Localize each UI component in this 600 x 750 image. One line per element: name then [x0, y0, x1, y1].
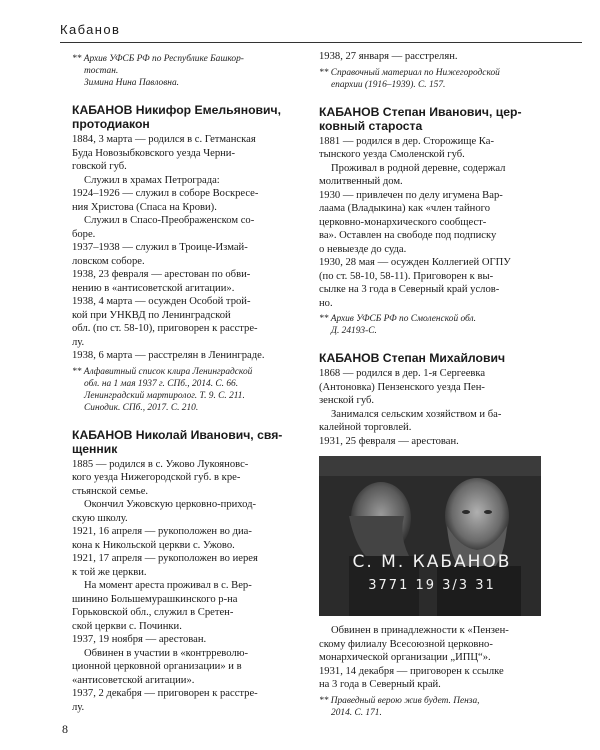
text-line: Служил в Спасо-Преображенском со- — [84, 215, 255, 226]
source-note: обл. на 1 мая 1937 г. СПб., 2014. С. 66. — [84, 378, 239, 389]
text-line: тынского уезда Смоленской губ. — [319, 149, 465, 160]
text-line: 1921, 17 апреля — рукоположен во иерея — [72, 553, 258, 564]
right-column — [319, 50, 559, 719]
entry-title-nikolai — [72, 428, 316, 456]
text-line: стьянской семье. — [72, 485, 149, 497]
text-line: к той же церкви. — [72, 566, 147, 578]
text-line: 1937, 2 декабря — приговорен к расстре- — [72, 688, 258, 699]
text-line: но. — [319, 297, 333, 309]
photo-inscription-number: 3771 19 3/3 31 — [368, 578, 496, 593]
text-line: о невыезде до суда. — [319, 243, 407, 255]
entry-body-stepan-ivanovich — [319, 135, 559, 311]
text-line: Окончил Ужовскую церковно-приход- — [84, 499, 257, 510]
text-line: калейной торговлей. — [319, 422, 412, 433]
title-line: протодиакон — [72, 117, 150, 131]
entry-body-stepan-mikhailovich — [319, 367, 559, 448]
text-line: церковно-монархического сообщест- — [319, 216, 487, 228]
source-note: ** Архив УФСБ РФ по Смоленской обл. — [319, 314, 476, 324]
title-line: КАБАНОВ Степан Михайлович — [319, 351, 506, 365]
text-line: 1881 — родился в дер. Сторожище Ка- — [319, 135, 494, 147]
left-column — [72, 50, 316, 714]
title-line: КАБАНОВ Степан Иванович, цер- — [319, 104, 522, 119]
title-line: КАБАНОВ Никифор Емельянович, — [72, 103, 281, 117]
text-line: 1938, 6 марта — расстрелян в Ленинграде. — [72, 350, 265, 361]
source-note: епархии (1916–1939). С. 157. — [331, 79, 446, 90]
text-line: ционной церковной организации» и в — [72, 661, 242, 672]
text-line: (по ст. 58-10, 58-11). Приговорен к вы- — [319, 270, 494, 282]
text-line: на 3 года в Северный край. — [319, 679, 441, 690]
text-line: 1938, 27 января — расстрелян. — [319, 51, 458, 62]
text-line: боре. — [72, 228, 96, 240]
source-note: ** Праведный верою жив будет. Пенза, — [319, 695, 480, 706]
text-line: (Антоновка) Пензенского уезда Пен- — [319, 381, 485, 393]
source-note: Д. 24193-С. — [331, 326, 377, 336]
entry-body-nikifor — [72, 133, 316, 363]
text-line: 1884, 3 марта — родился в с. Гетманская — [72, 134, 256, 145]
title-line: КАБАНОВ Николай Иванович, свя- — [72, 427, 283, 442]
source-note: тостан. — [84, 66, 119, 76]
text-line: 1930 — привлечен по делу игумена Вар- — [319, 189, 503, 201]
text-line: говской губ. — [72, 161, 127, 172]
entry-title-stepan-mikhailovich — [319, 351, 559, 365]
entry-body-nikolai — [72, 458, 316, 715]
text-line: 1868 — родился в дер. 1-я Сергеевка — [319, 368, 486, 379]
text-line: кона к Никольской церкви с. Ужово. — [72, 539, 235, 551]
text-line: кого уезда Нижегородской губ. в кре- — [72, 472, 241, 483]
text-line: «антисоветской агитации». — [72, 674, 195, 686]
text-line: 1885 — родился в с. Ужово Лукояновс- — [72, 458, 249, 470]
text-line: ской церкви с. Починки. — [72, 620, 182, 632]
source-note: ** Справочный материал по Нижегородской — [319, 67, 500, 78]
text-line: Служил в храмах Петрограда: — [84, 174, 220, 186]
source-note: Синодик. СПб., 2017. С. 210. — [84, 402, 199, 413]
text-line: Проживал в родной деревне, содержал — [331, 162, 506, 174]
source-note: ** Архив УФСБ РФ по Республике Башкор- — [72, 54, 244, 64]
text-line: ва». Оставлен на свободе под подписку — [319, 230, 497, 241]
text-line: нению в «антисоветской агитации». — [72, 282, 235, 294]
text-line: 1930, 28 мая — осужден Коллегией ОГПУ — [319, 257, 511, 268]
text-line: Буда Новозыбковского уезда Черни- — [72, 147, 236, 159]
entry-title-stepan-ivanovich — [319, 105, 559, 133]
text-line: 1938, 23 февраля — арестован по обви- — [72, 269, 251, 280]
text-line: скому филиалу Всесоюзной церковно- — [319, 638, 493, 650]
header-rule — [60, 42, 582, 43]
source-note: 2014. С. 171. — [331, 707, 382, 718]
text-line: Обвинен в принадлежности к «Пензен- — [331, 625, 509, 636]
text-line: кой при УНКВД по Ленинградской — [72, 309, 231, 321]
text-line: Занимался сельским хозяйством и ба- — [331, 408, 502, 420]
text-line: На момент ареста проживал в с. Вер- — [84, 580, 252, 591]
text-line: 1931, 25 февраля — арестован. — [319, 435, 459, 447]
text-line: обл. (по ст. 58-10), приговорен к расстре- — [72, 323, 258, 334]
text-line: лу. — [72, 336, 85, 348]
running-title: Кабанов — [60, 22, 121, 37]
text-line: 1938, 4 марта — осужден Особой трой- — [72, 296, 251, 307]
text-line: шинино Большемурашкинского р-на — [72, 593, 238, 605]
text-line: 1921, 16 апреля — рукоположен во диа- — [72, 526, 252, 537]
text-line: 1931, 14 декабря — приговорен к ссылке — [319, 665, 504, 677]
source-note: Зимина Нина Павловна. — [84, 78, 179, 88]
text-line: лу. — [72, 701, 85, 713]
text-line: молитвенный дом. — [319, 176, 403, 187]
photo-inscription-name: С. М. КАБАНОВ — [352, 552, 512, 572]
text-line: 1937, 19 ноября — арестован. — [72, 634, 207, 645]
page-number: 8 — [62, 722, 68, 736]
entry-body-stepan-mikhailovich-after — [319, 624, 559, 692]
text-line: монархической организации „ИПЦ“». — [319, 652, 491, 663]
text-line: ловском соборе. — [72, 255, 145, 267]
source-note: Ленинградский мартиролог. Т. 9. С. 211. — [84, 390, 245, 401]
text-line: Обвинен в участии в «контрреволю- — [84, 647, 249, 659]
text-line: 1924–1926 — служил в соборе Воскресе- — [72, 188, 259, 199]
source-note: ** Алфавитный список клира Ленинградской — [72, 366, 253, 377]
title-line: щенник — [72, 441, 118, 456]
entry-title-nikifor — [72, 103, 316, 131]
text-line: сылке на 3 года в Северный край услов- — [319, 284, 500, 295]
text-line: 1937–1938 — служил в Троице-Измай- — [72, 242, 248, 253]
text-line: лаама (Владыкина) как «член тайного — [319, 203, 491, 214]
text-line: зенской губ. — [319, 395, 375, 406]
text-line: ния Христова (Спаса на Крови). — [72, 201, 217, 213]
text-line: Горьковской обл., служил в Сретен- — [72, 607, 234, 618]
title-line: ковный староста — [319, 118, 423, 133]
mugshot-photo — [319, 456, 541, 616]
text-line: скую школу. — [72, 512, 128, 524]
